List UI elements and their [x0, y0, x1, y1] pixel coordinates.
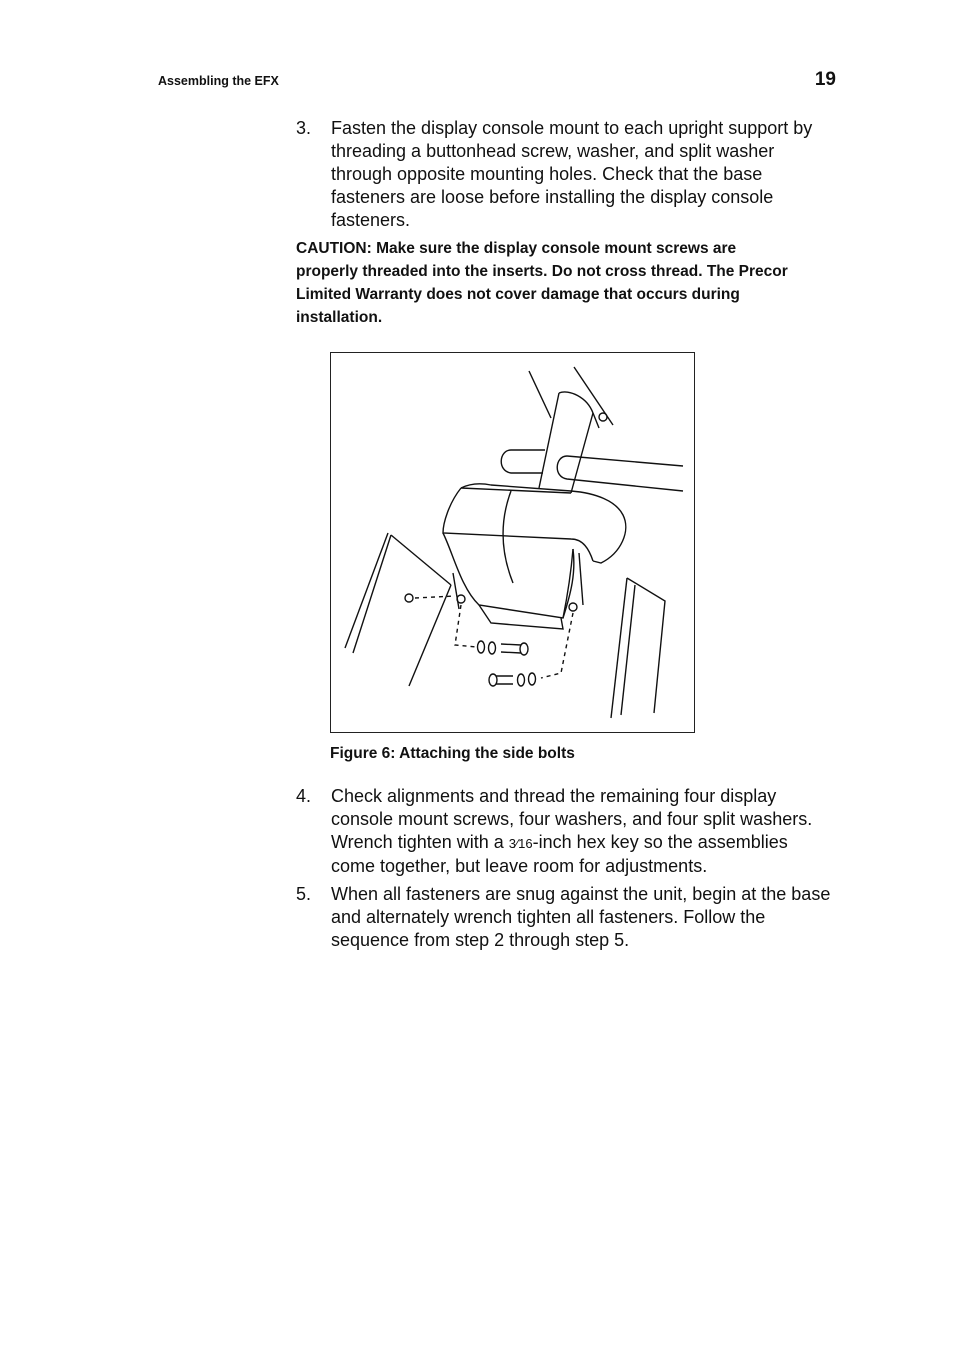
step-3-number: 3. [296, 118, 312, 138]
step-5 [296, 883, 836, 952]
step-3 [296, 117, 836, 232]
page-number: 19 [814, 69, 836, 90]
step-5-text: When all fasteners are snug against the unit, begin at the base and alternately wrench tighten all fasteners. Follow the sequence from step 2 through step 5. [331, 884, 831, 950]
step-5-number: 5. [296, 884, 312, 904]
page-content [296, 117, 836, 957]
step-4-text-after: -inch hex key so the assemblies come together, but leave room for adjustments. [331, 832, 788, 876]
steps-continued [296, 785, 836, 952]
running-head: Assembling the EFX [158, 74, 279, 88]
step-4 [296, 785, 836, 878]
step-4-fraction: 3⁄16 [508, 836, 533, 851]
step-3-text: Fasten the display console mount to each upright support by threading a buttonhead screw, washer, and split washer through opposite mounting holes. Check that the base fasteners are loose before installing the display console fasteners. [331, 118, 813, 230]
caution-note: CAUTION: Make sure the display console mount screws are properly threaded into the inserts. Do not cross thread. The Precor Limited Warranty does not cover damage that occurs during installation. [296, 240, 788, 326]
step-4-number: 4. [296, 786, 312, 806]
side-bolts-illustration [331, 353, 694, 732]
figure-6-illustration [330, 352, 695, 733]
figure-caption: Figure 6: Attaching the side bolts [330, 745, 575, 762]
step-4-text-before: Check alignments and thread the remaining four display console mount screws, four washers, and four split washers. Wrench tighten with a [331, 786, 813, 852]
